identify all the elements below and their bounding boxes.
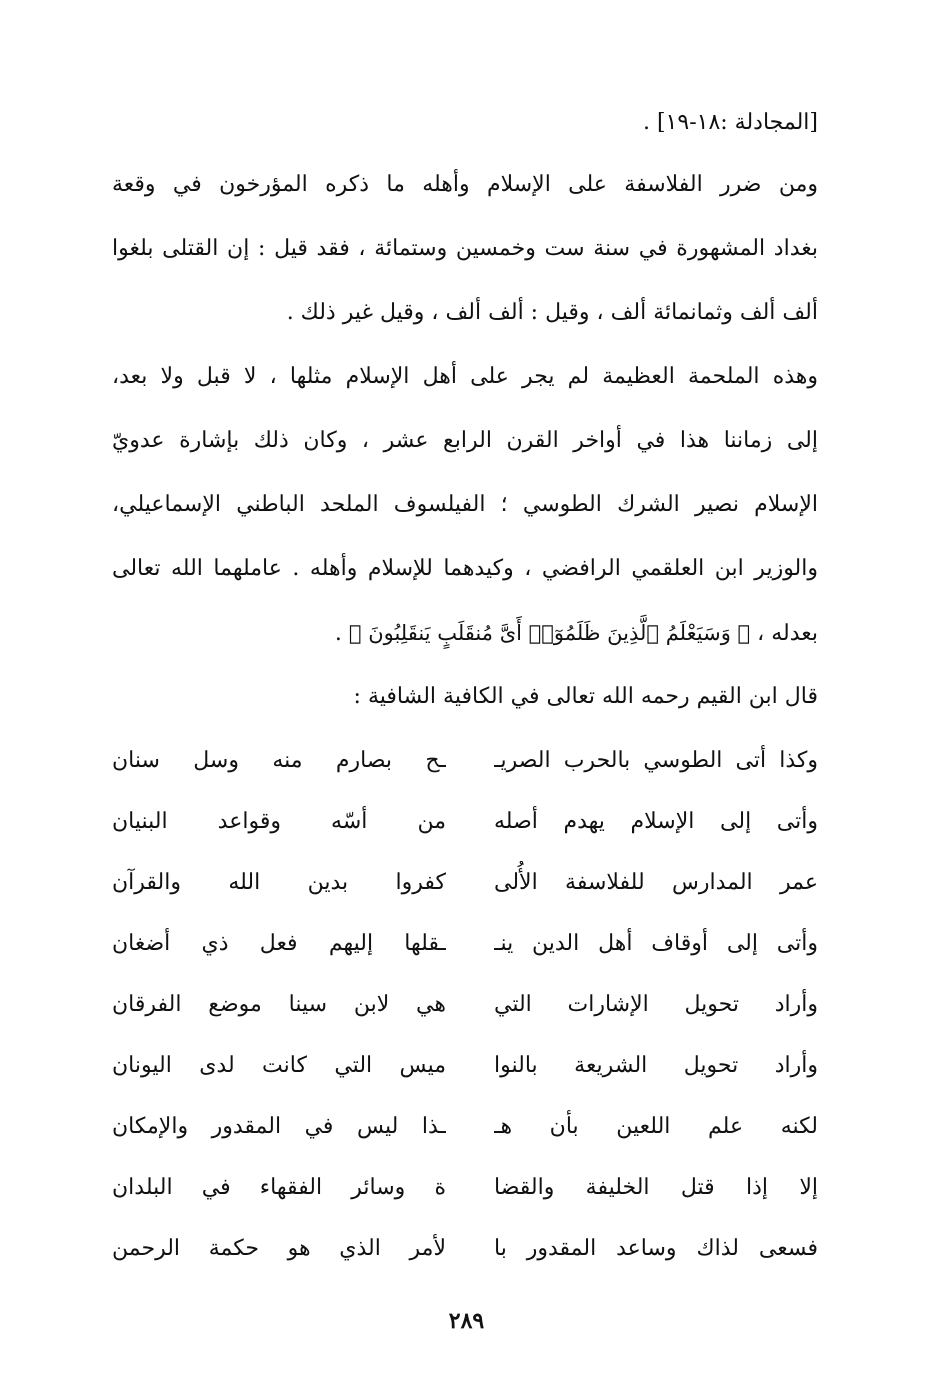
quran-reference: [المجادلة :١٨-١٩] .	[642, 110, 818, 135]
poem-verse-2-first-hemistich: وأتى إلى الإسلام يهدم أصله	[494, 809, 818, 834]
paragraph-1-line-2: بغداد المشهورة في سنة ست وخمسين وستمائة ، فقد قيل : إن القتلى بلغوا	[112, 236, 818, 261]
poem-verse-1-first-hemistich: وكذا أتى الطوسي بالحرب الصريـ	[494, 748, 818, 773]
poem-verse-4-second-hemistich: ـقلها إليهم فعل ذي أضغان	[112, 931, 446, 956]
line-prefix: بعدله ،	[750, 621, 818, 646]
paragraph-2-line-4: والوزير ابن العلقمي الرافضي ، وكيدهما للإسلام وأهله . عاملهما الله تعالى	[112, 556, 818, 581]
poem-verse-5-first-hemistich: وأراد تحويل الإشارات التي	[494, 992, 818, 1017]
line-suffix: .	[334, 621, 349, 646]
poem-verse-8-first-hemistich: إلا إذا قتل الخليفة والقضا	[494, 1175, 818, 1200]
paragraph-2-line-1: وهذه الملحمة العظيمة لم يجر على أهل الإسلام مثلها ، لا قبل ولا بعد،	[112, 364, 818, 389]
poem-verse-7-second-hemistich: ـذا ليس في المقدور والإمكان	[112, 1114, 446, 1139]
poem-verse-9-first-hemistich: فسعى لذاك وساعد المقدور با	[494, 1236, 818, 1261]
page-number: ٢٨٩	[448, 1308, 485, 1334]
poem-verse-8-second-hemistich: ة وسائر الفقهاء في البلدان	[112, 1175, 446, 1200]
poem-verse-3-first-hemistich: عمر المدارس للفلاسفة الأُلى	[494, 870, 818, 895]
paragraph-2-line-2: إلى زماننا هذا في أواخر القرن الرابع عشر ، وكان ذلك بإشارة عدويّ	[112, 428, 818, 453]
paragraph-2-line-3: الإسلام نصير الشرك الطوسي ؛ الفيلسوف الملحد الباطني الإسماعيلي،	[112, 492, 818, 517]
paragraph-2-line-5	[112, 611, 818, 655]
poem-verse-9-second-hemistich: لأمر الذي هو حكمة الرحمن	[112, 1236, 446, 1261]
poem-verse-3-second-hemistich: كفروا بدين الله والقرآن	[112, 870, 446, 895]
poem-verse-6-first-hemistich: وأراد تحويل الشريعة بالنوا	[494, 1053, 818, 1078]
poem-intro: قال ابن القيم رحمه الله تعالى في الكافية الشافية :	[353, 684, 818, 709]
poem-verse-1-second-hemistich: ـح بصارم منه وسل سنان	[112, 748, 446, 773]
quran-verse: ﴿ وَسَيَعْلَمُ ٱلَّذِينَ ظَلَمُوٓا۟ أَىَّ مُنقَلَبٍ يَنقَلِبُونَ ﴾	[348, 621, 751, 645]
poem-verse-2-second-hemistich: من أسّه وقواعد البنيان	[112, 809, 446, 834]
paragraph-1-line-1: ومن ضرر الفلاسفة على الإسلام وأهله ما ذكره المؤرخون في وقعة	[112, 172, 818, 197]
poem-verse-5-second-hemistich: هي لابن سينا موضع الفرقان	[112, 992, 446, 1017]
poem-verse-7-first-hemistich: لكنه علم اللعين بأن هـ	[494, 1114, 818, 1139]
paragraph-1-line-3: ألف ألف وثمانمائة ألف ، وقيل : ألف ألف ، وقيل غير ذلك .	[286, 300, 818, 325]
poem-verse-4-first-hemistich: وأتى إلى أوقاف أهل الدين ينـ	[494, 931, 818, 956]
poem-verse-6-second-hemistich: ميس التي كانت لدى اليونان	[112, 1053, 446, 1078]
